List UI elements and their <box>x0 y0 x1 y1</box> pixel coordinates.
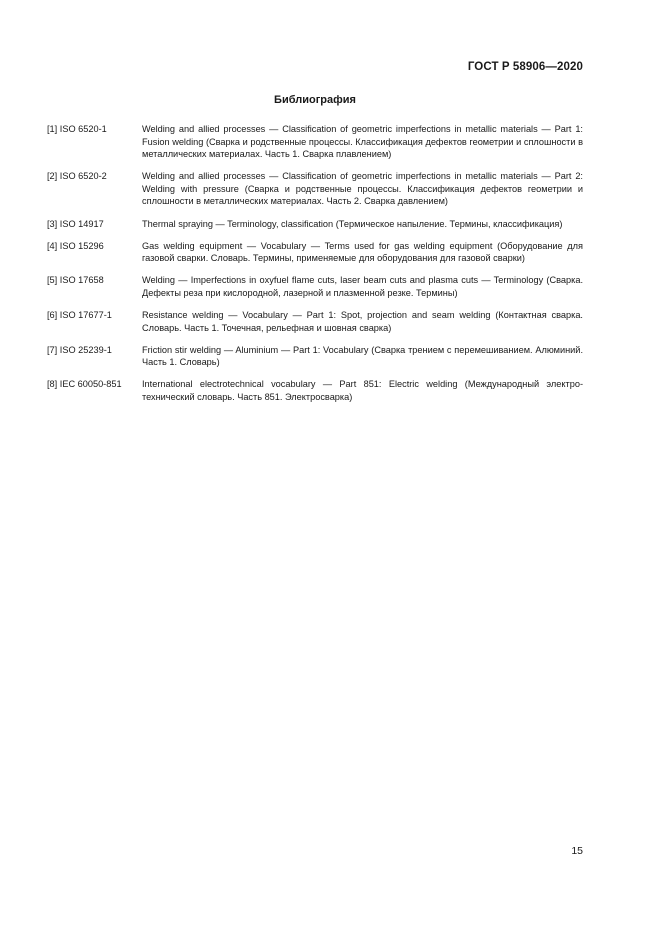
reference-number: [6] ISO 17677-1 <box>47 310 112 321</box>
bibliography-entry <box>47 170 583 208</box>
reference-number: [4] ISO 15296 <box>47 240 104 251</box>
reference-text: Friction stir welding — Aluminium — Part 1: Vocabulary (Сварка трением с перемешиванием. Алюминий. Часть 1. Словарь) <box>142 344 583 368</box>
bibliography-entry <box>47 274 583 299</box>
reference-number: [3] ISO 14917 <box>47 218 104 229</box>
reference-text: International electrotechnical vocabulary — Part 851: Electric welding (Международный электротехнический словарь. Часть 851. Электросварка) <box>142 379 583 402</box>
bibliography-entry <box>47 240 583 265</box>
bibliography-entry <box>47 344 583 369</box>
reference-text: Gas welding equipment — Vocabulary — Terms used for gas welding equipment (Оборудование для газовой сварки. Словарь. Термины, применяемые для оборудования для газовой сварки) <box>142 240 583 264</box>
page-number: 15 <box>571 845 583 857</box>
reference-text: Resistance welding — Vocabulary — Part 1: Spot, projection and seam welding (Контактная сварка. Словарь. Часть 1. Точечная, рельефная и шовная сварка) <box>142 310 583 333</box>
bibliography-entry <box>47 123 583 161</box>
reference-text: Welding — Imperfections in oxyfuel flame cuts, laser beam cuts and plasma cuts — Terminology (Сварка. Дефекты реза при кислородной, лазерной и плазменной резке. Термины) <box>142 275 583 298</box>
reference-text: Welding and allied processes — Classification of geometric imperfections in metallic materials — Part 1: Fusion welding (Сварка и родственные процессы. Классификация дефектов геометрии и сплошности в металлических материалах. Часть 1. Сварка плавлением) <box>142 124 583 160</box>
reference-text: Thermal spraying — Terminology, classification (Термическое напыление. Термины, классификация) <box>142 218 563 229</box>
bibliography-entry <box>47 378 583 403</box>
document-code: ГОСТ Р 58906—2020 <box>467 61 583 73</box>
bibliography-list <box>47 123 583 413</box>
reference-number: [1] ISO 6520-1 <box>47 124 107 134</box>
bibliography-entry <box>47 218 583 231</box>
reference-number: [7] ISO 25239-1 <box>47 344 112 355</box>
bibliography-entry <box>47 309 583 334</box>
reference-number: [2] ISO 6520-2 <box>47 171 107 182</box>
reference-text: Welding and allied processes — Classification of geometric imperfections in metallic materials — Part 2: Welding with pressure (Сварка и родственные процессы. Классификация дефектов геометрии и сплошности в металлических материалах. Часть 2. Сварка давлением) <box>142 171 583 207</box>
reference-number: [8] IEC 60050-851 <box>47 379 122 390</box>
reference-number: [5] ISO 17658 <box>47 275 104 286</box>
section-title: Библиография <box>274 94 356 106</box>
